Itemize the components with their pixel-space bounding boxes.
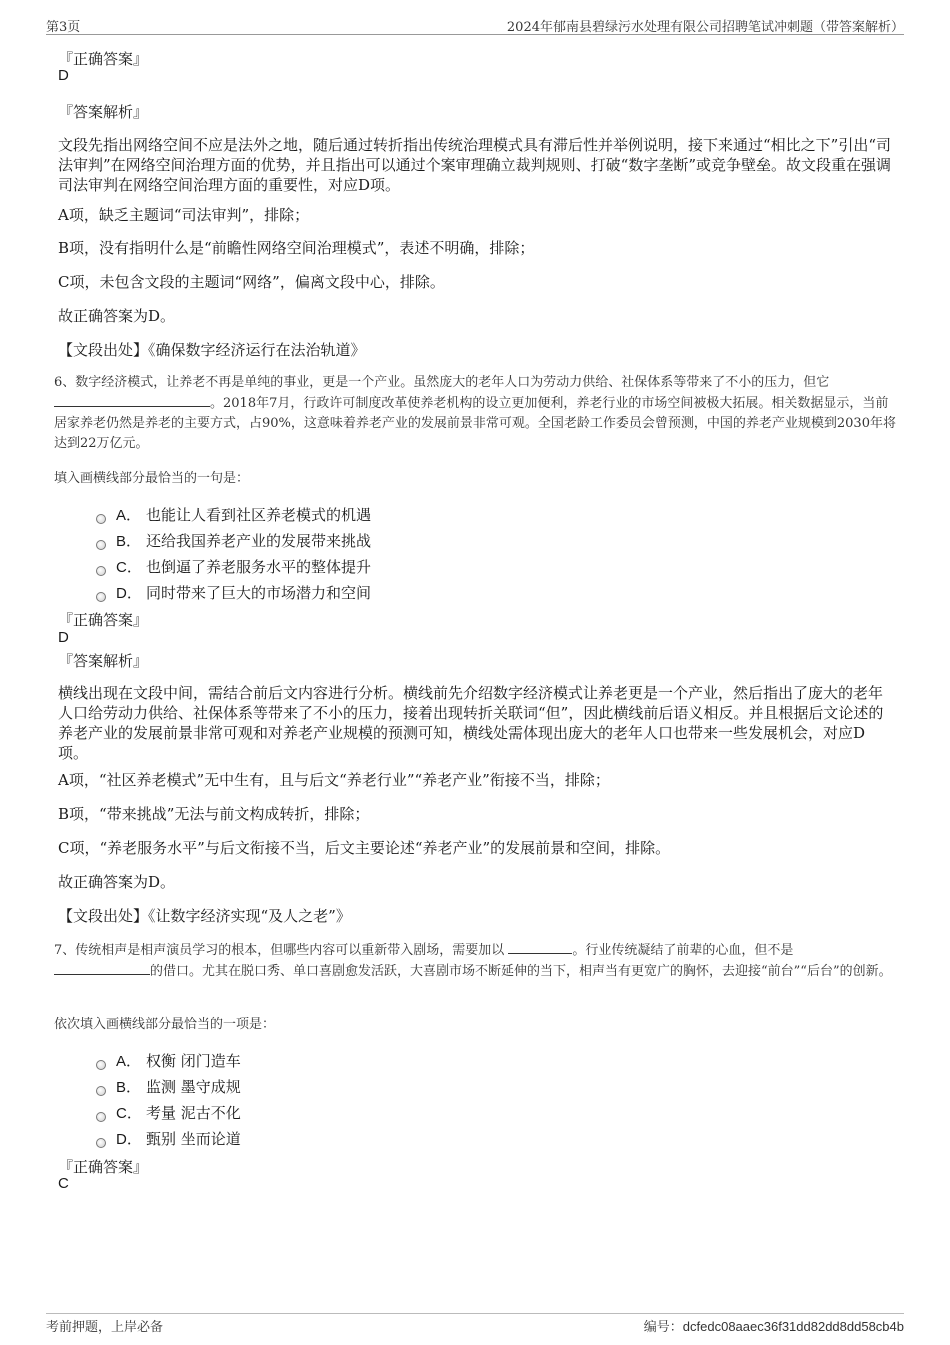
stem-text-part-1: 7、传统相声是相声演员学习的根本，但哪些内容可以重新带入剧场，需要加以 xyxy=(54,943,505,958)
answer-label: 『正确答案』 xyxy=(58,1158,149,1176)
page-number: 第3页 xyxy=(46,20,81,35)
radio-icon[interactable] xyxy=(96,1138,106,1148)
fill-blank-2 xyxy=(54,961,150,975)
page-footer xyxy=(46,1313,904,1335)
question-stem xyxy=(54,940,896,982)
stem-text-part-3: 的借口。尤其在脱口秀、单口喜剧愈发活跃，大喜剧市场不断延伸的当下，相声当有更宽广的胸怀，去迎接“前台”“后台”的创新。 xyxy=(150,964,892,979)
analysis-label: 『答案解析』 xyxy=(58,103,149,121)
option-a-note: A项，“社区养老模式”无中生有，且与后文“养老行业”“养老产业”衔接不当，排除； xyxy=(58,771,610,789)
source-citation: 【文段出处】《确保数字经济运行在法治轨道》 xyxy=(58,341,366,359)
option-b[interactable]: B． 监测 墨守成规 xyxy=(96,1076,241,1097)
option-a[interactable]: A． 也能让人看到社区养老模式的机遇 xyxy=(96,504,371,525)
radio-icon[interactable] xyxy=(96,566,106,576)
answer-label: 『正确答案』 xyxy=(58,611,149,629)
document-code: 编号：dcfedc08aaec36f31dd82dd8dd58cb4b xyxy=(643,1319,904,1335)
question-stem xyxy=(54,373,896,454)
source-citation: 【文段出处】《让数字经济实现“及人之老”》 xyxy=(58,907,351,925)
answer-label: 『正确答案』 xyxy=(58,50,149,68)
option-b[interactable]: B． 还给我国养老产业的发展带来挑战 xyxy=(96,530,371,551)
fill-blank xyxy=(54,393,210,407)
conclusion: 故正确答案为D。 xyxy=(58,307,176,325)
radio-icon[interactable] xyxy=(96,592,106,602)
question-prompt: 依次填入画横线部分最恰当的一项是： xyxy=(54,1017,276,1032)
option-c-note: C项，“养老服务水平”与后文衔接不当，后文主要论述“养老产业”的发展前景和空间，排除。 xyxy=(58,839,671,857)
stem-text-before: 6、数字经济模式，让养老不再是单纯的事业，更是一个产业。虽然庞大的老年人口为劳动力供给、社保体系等带来了不小的压力，但它 xyxy=(54,375,830,390)
option-c[interactable]: C． 考量 泥古不化 xyxy=(96,1102,241,1123)
analysis-paragraph: 横线出现在文段中间，需结合前后文内容进行分析。横线前先介绍数字经济模式让养老更是一个产业，然后指出了庞大的老年人口给劳动力供给、社保体系等带来了不小的压力，接着出现转折关联词“但”，因此横线前后语义相反。并且根据后文论述的养老产业的发展前景非常可观和对养老产业规模的预测可知，横线处需体现出庞大的老年人口也带来一些发展机会，对应D项。 xyxy=(58,684,884,762)
answer-value: D xyxy=(58,629,69,646)
option-d[interactable]: D． 同时带来了巨大的市场潜力和空间 xyxy=(96,582,371,603)
radio-icon[interactable] xyxy=(96,1086,106,1096)
conclusion: 故正确答案为D。 xyxy=(58,873,176,891)
radio-icon[interactable] xyxy=(96,1112,106,1122)
stem-text-after: 。2018年7月，行政许可制度改革使养老机构的设立更加便利，养老行业的市场空间被极大拓展。相关数据显示，当前居家养老仍然是养老的主要方式，占90%，这意味着养老产业的发展前景非常可观。全国老龄工作委员会曾预测，中国的养老产业规模到2030年将达到22万亿元。 xyxy=(54,396,896,451)
answer-value: C xyxy=(58,1175,69,1192)
option-d[interactable]: D． 甄别 坐而论道 xyxy=(96,1128,241,1149)
radio-icon[interactable] xyxy=(96,540,106,550)
footer-slogan: 考前押题，上岸必备 xyxy=(46,1320,164,1335)
page-header xyxy=(46,14,904,35)
radio-icon[interactable] xyxy=(96,514,106,524)
option-b-note: B项，“带来挑战”无法与前文构成转折，排除； xyxy=(58,805,370,823)
document-title: 2024年郁南县碧绿污水处理有限公司招聘笔试冲刺题（带答案解析） xyxy=(506,20,904,35)
option-a[interactable]: A． 权衡 闭门造车 xyxy=(96,1050,241,1071)
option-c-note: C项，未包含文段的主题词“网络”，偏离文段中心，排除。 xyxy=(58,273,445,291)
answer-value: D xyxy=(58,67,69,84)
question-prompt: 填入画横线部分最恰当的一句是： xyxy=(54,471,250,486)
option-b-note: B项，没有指明什么是“前瞻性网络空间治理模式”，表述不明确，排除； xyxy=(58,239,535,257)
stem-text-part-2: 。行业传统凝结了前辈的心血，但不是 xyxy=(572,943,794,958)
fill-blank-1 xyxy=(508,940,572,954)
analysis-paragraph: 文段先指出网络空间不应是法外之地，随后通过转折指出传统治理模式具有滞后性并举例说明，接下来通过“相比之下”引出“司法审判”在网络空间治理方面的优势，并且指出可以通过个案审理确立裁判规则、打破“数字垄断”或竞争壁垒。故文段重在强调司法审判在网络空间治理方面的重要性，对应D项。 xyxy=(58,136,892,194)
option-a-note: A项，缺乏主题词“司法审判”，排除； xyxy=(58,206,310,224)
analysis-label: 『答案解析』 xyxy=(58,652,149,670)
radio-icon[interactable] xyxy=(96,1060,106,1070)
option-c[interactable]: C． 也倒逼了养老服务水平的整体提升 xyxy=(96,556,371,577)
